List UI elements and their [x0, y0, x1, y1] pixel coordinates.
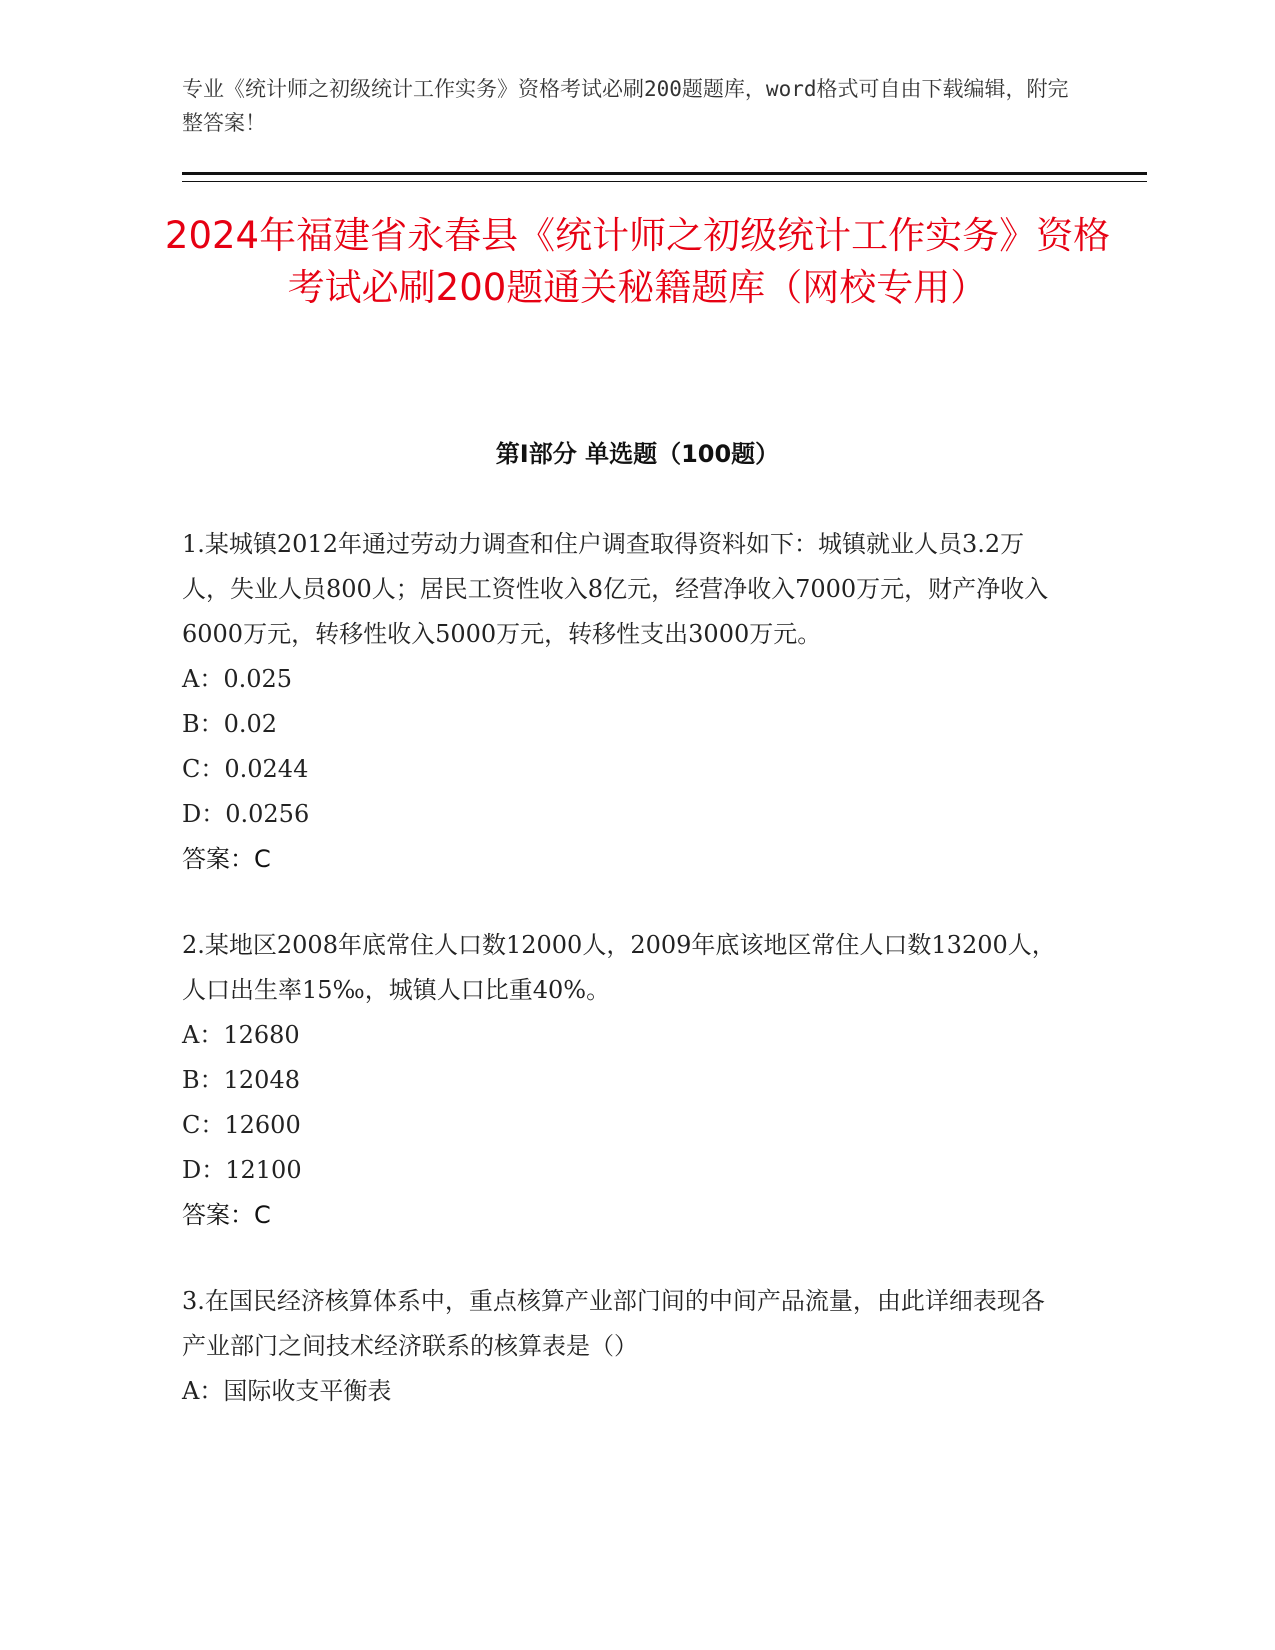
option-c: C：12600: [182, 1111, 301, 1139]
option-a: A：国际收支平衡表: [182, 1377, 392, 1405]
answer-line: 答案：C: [182, 845, 271, 873]
question-stem: 3.在国民经济核算体系中，重点核算产业部门间的中间产品流量，由此详细表现各产业部门之间技术经济联系的核算表是（）: [182, 1287, 1045, 1360]
section-heading: 第Ⅰ部分 单选题（100题）: [495, 440, 780, 468]
question-list: [182, 522, 1062, 1455]
header-divider-thin: [182, 181, 1147, 182]
question-3: [182, 1279, 1062, 1414]
option-a: A：0.025: [182, 665, 293, 693]
option-b: B：0.02: [182, 710, 278, 738]
option-b: B：12048: [182, 1066, 300, 1094]
option-a: A：12680: [182, 1021, 300, 1049]
answer-line: 答案：C: [182, 1201, 271, 1229]
option-c: C：0.0244: [182, 755, 309, 783]
header-note: 专业《统计师之初级统计工作实务》资格考试必刷200题题库，word格式可自由下载编辑，附完整答案！: [182, 77, 1069, 135]
question-stem: 1.某城镇2012年通过劳动力调查和住户调查取得资料如下：城镇就业人员3.2万人，失业人员800人；居民工资性收入8亿元，经营净收入7000万元，财产净收入6000万元，转移性收入5000万元，转移性支出3000万元。: [182, 530, 1049, 648]
question-1: [182, 522, 1062, 882]
question-stem: 2.某地区2008年底常住人口数12000人，2009年底该地区常住人口数13200人，人口出生率15‰，城镇人口比重40%。: [182, 931, 1056, 1004]
question-2: [182, 923, 1062, 1238]
option-d: D：12100: [182, 1156, 302, 1184]
header-divider-thick: [182, 172, 1147, 175]
option-d: D：0.0256: [182, 800, 310, 828]
document-title: 2024年福建省永春县《统计师之初级统计工作实务》资格考试必刷200题通关秘籍题库（网校专用）: [164, 214, 1111, 309]
